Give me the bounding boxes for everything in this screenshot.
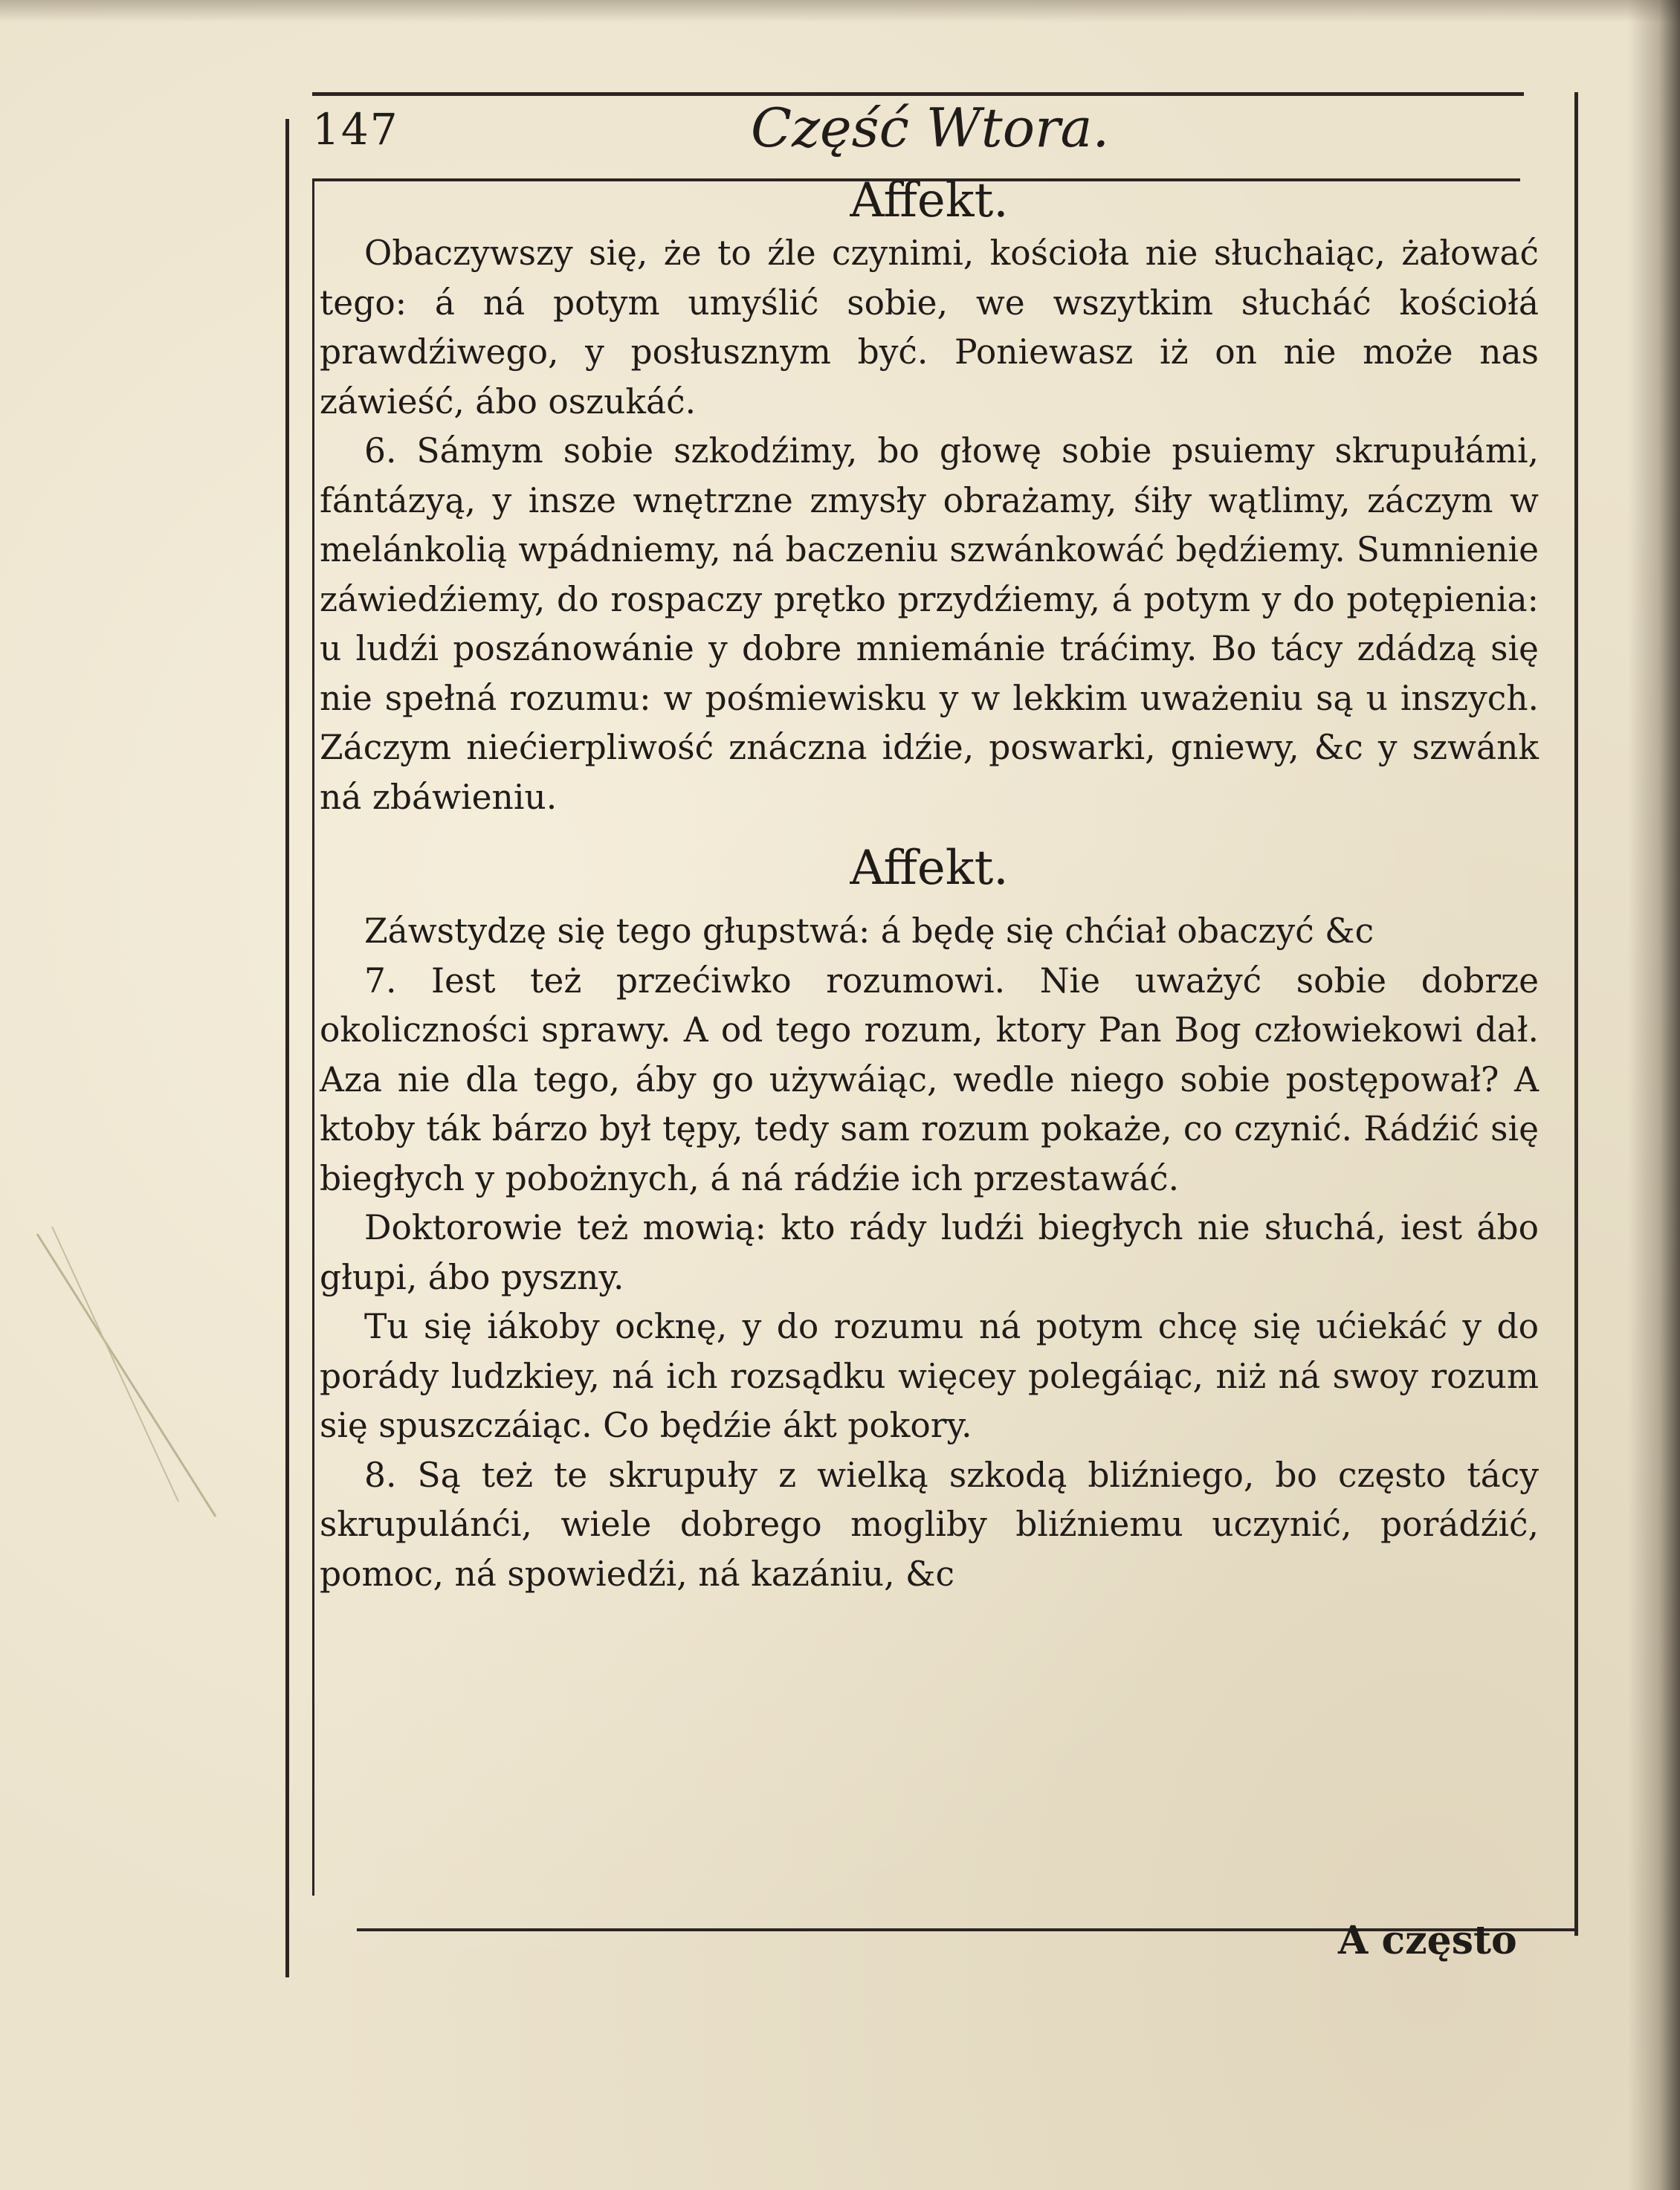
section-heading: Affekt. [850,173,1009,228]
running-title: Część Wtora. [751,97,1110,159]
inner-left-rule [312,178,314,1896]
paragraph: Doktorowie też mowią: kto rády ludźi biegłych nie słuchá, iest ábo głupi, ábo pyszny. [320,1208,1539,1297]
paragraph: Záwstydzę się tego głupstwá: á będę się chćiał obaczyć &c [364,911,1374,951]
section-heading: Affekt. [850,841,1009,896]
paragraph: Obaczywszy się, że to źle czynimi, kościoła nie słuchaiąc, żałować tego: á ná potym umyślić sobie, we wszytkim słucháć kościołá prawdźiwego, y posłusznym być. Poniewasz iż on nie może nas záwieść, ábo oszukáć. [320,233,1539,421]
paragraph: 6. Sámym sobie szkodźimy, bo głowę sobie psuiemy skrupułámi, fántázyą, y insze wnętrzne zmysły obrażamy, śiły wątlimy, záczym w melánkolią wpádniemy, ná baczeniu szwánkowáć będźiemy. Sumnienie záwiedźiemy, do rospaczy prętko przydźiemy, á potym y do potępienia: u ludźi poszánowánie y dobre mniemánie tráćimy. Bo tácy zdádzą się nie spełná rozumu: w pośmiewisku y w lekkim uważeniu są u inszych. Záczym niećierpliwość znáczna idźie, poswarki, gniewy, &c y szwánk ná zbáwieniu. [320,431,1539,817]
page-scratch-marks [30,1219,223,1531]
page-top-shadow [0,0,1680,22]
page-header [312,97,1524,178]
page-number: 147 [312,104,399,155]
catchword: A często [1338,1918,1517,1963]
frame-right-rule [1574,92,1578,1936]
paragraph: Tu się iákoby ocknę, y do rozumu ná potym chcę się ućiekáć y do porády ludzkiey, ná ich rozsądku więcey polegáiąc, niż ná swoy rozum się spuszczáiąc. Co będźie ákt pokory. [320,1307,1539,1445]
frame-left-rule [285,119,289,1977]
paragraph: 7. Iest też przećiwko rozumowi. Nie uważyć sobie dobrze okoliczności sprawy. A od tego rozum, ktory Pan Bog człowiekowi dał. Aza nie dla tego, áby go używáiąc, wedle niego sobie postępował? A ktoby ták bárzo był tępy, tedy sam rozum pokaże, co czynić. Rádźić się biegłych y pobożnych, á ná rádźie ich przestawáć. [320,960,1539,1198]
paragraph: 8. Są też te skrupuły z wielką szkodą bliźniego, bo często tácy skrupulánći, wiele dobrego mogliby bliźniemu uczynić, porádźić, pomoc, ná spowiedźi, ná kazániu, &c [320,1455,1539,1594]
page-gutter-shadow [1628,0,1680,2190]
page-body [320,172,1539,1599]
frame-top-rule [312,92,1524,96]
